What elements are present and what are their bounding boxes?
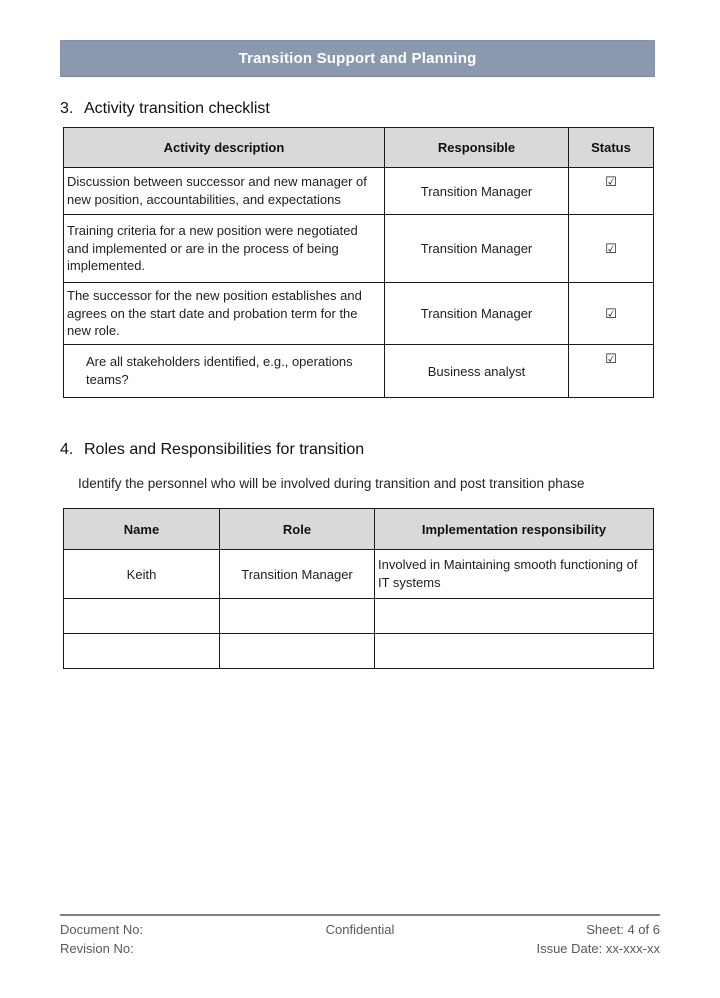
activity-table-header-row — [64, 128, 654, 168]
empty-responsibility-cell[interactable] — [375, 634, 654, 669]
sheet-number: Sheet: 4 of 6 — [586, 922, 660, 937]
status-cell — [569, 283, 654, 345]
empty-name-cell[interactable] — [64, 599, 220, 634]
issue-date: Issue Date: xx-xxx-xx — [536, 941, 660, 956]
role-cell: Transition Manager — [220, 550, 375, 599]
activity-cell: Are all stakeholders identified, e.g., operations teams? — [64, 345, 385, 398]
empty-name-cell[interactable] — [64, 634, 220, 669]
header-activity-description: Activity description — [64, 128, 385, 168]
status-cell — [569, 168, 654, 215]
activity-cell: Training criteria for a new position were negotiated and implemented or are in the process of being implemented. — [64, 215, 385, 283]
footer-row-2 — [60, 939, 660, 958]
checked-checkbox-icon[interactable]: ☑ — [605, 306, 617, 322]
checked-checkbox-icon[interactable]: ☑ — [605, 241, 617, 257]
header-responsible: Responsible — [385, 128, 569, 168]
section-3-heading — [60, 100, 270, 118]
header-name: Name — [64, 509, 220, 550]
section-4-description: Identify the personnel who will be involved during transition and post transition phase — [78, 476, 585, 491]
activity-cell: Discussion between successor and new manager of new position, accountabilities, and expectations — [64, 168, 385, 215]
section-3-number: 3. — [60, 100, 74, 117]
table-row — [64, 550, 654, 599]
section-4-title: Roles and Responsibilities for transition — [84, 441, 365, 458]
checked-checkbox-icon[interactable]: ☑ — [605, 175, 617, 190]
responsible-cell: Business analyst — [385, 345, 569, 398]
revision-no-label: Revision No: — [60, 941, 134, 956]
page-footer — [60, 914, 660, 958]
header-role: Role — [220, 509, 375, 550]
section-4-number: 4. — [60, 441, 74, 458]
document-no-label: Document No: — [60, 922, 144, 937]
footer-spacer — [260, 939, 460, 958]
responsibility-cell: Involved in Maintaining smooth functioning of IT systems — [375, 550, 654, 599]
header-banner — [60, 40, 655, 77]
activity-checklist-table — [63, 127, 654, 398]
header-implementation-responsibility: Implementation responsibility — [375, 509, 654, 550]
section-3-title: Activity transition checklist — [84, 100, 270, 117]
table-row — [64, 345, 654, 398]
header-status: Status — [569, 128, 654, 168]
confidential-label: Confidential — [325, 922, 395, 937]
empty-responsibility-cell[interactable] — [375, 599, 654, 634]
table-row — [64, 634, 654, 669]
responsible-cell: Transition Manager — [385, 283, 569, 345]
empty-role-cell[interactable] — [220, 599, 375, 634]
table-row — [64, 283, 654, 345]
checked-checkbox-icon[interactable]: ☑ — [605, 352, 617, 367]
table-row — [64, 599, 654, 634]
section-4-heading — [60, 441, 364, 459]
activity-cell: The successor for the new position establishes and agrees on the start date and probation term for the new role. — [64, 283, 385, 345]
responsible-cell: Transition Manager — [385, 215, 569, 283]
roles-responsibilities-table — [63, 508, 654, 669]
roles-table-header-row — [64, 509, 654, 550]
empty-role-cell[interactable] — [220, 634, 375, 669]
responsible-cell: Transition Manager — [385, 168, 569, 215]
table-row — [64, 168, 654, 215]
footer-row-1 — [60, 920, 660, 939]
table-row — [64, 215, 654, 283]
status-cell — [569, 345, 654, 398]
name-cell: Keith — [64, 550, 220, 599]
status-cell — [569, 215, 654, 283]
document-title: Transition Support and Planning — [238, 50, 477, 67]
